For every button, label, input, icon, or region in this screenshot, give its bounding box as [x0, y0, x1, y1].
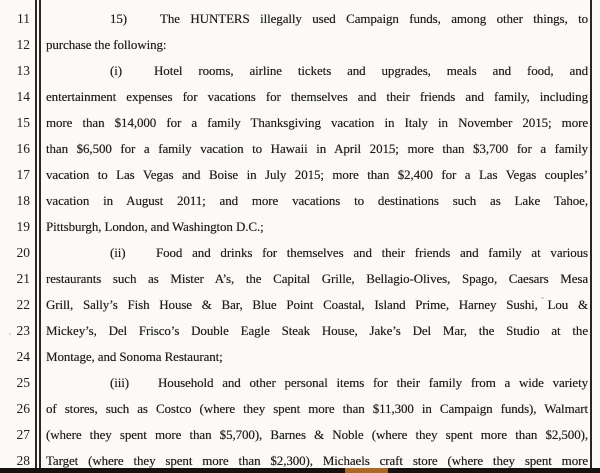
document-line — [46, 240, 588, 266]
line-text: Pittsburgh, London, and Washington D.C.; — [46, 219, 264, 234]
line-number: 26 — [16, 401, 30, 416]
line-text: vacation in August 2011; and more vacations to destinations such as Lake Tahoe, — [46, 193, 588, 208]
line-text: Montage, and Sonoma Restaurant; — [46, 349, 223, 364]
document-line — [46, 188, 588, 214]
line-number: 14 — [16, 89, 30, 104]
document-line — [46, 136, 588, 162]
document-line — [46, 162, 588, 188]
line-text: The HUNTERS illegally used Campaign funds, among other things, to — [160, 11, 588, 26]
line-text: Target (where they spent more than $2,300), Michaels craft store (where they spent more — [46, 453, 588, 468]
line-number: 15 — [16, 115, 30, 130]
line-number: 24 — [16, 349, 30, 364]
line-number: 23 — [16, 323, 30, 338]
line-text: more than $14,000 for a family Thanksgiving vacation in Italy in November 2015; more — [46, 115, 588, 130]
document-line — [46, 6, 588, 32]
document-line — [46, 266, 588, 292]
line-number: 17 — [16, 167, 30, 182]
scan-noise-dot — [541, 297, 544, 299]
document-line — [46, 318, 588, 344]
line-number-column — [0, 6, 30, 473]
document-line — [46, 214, 588, 240]
line-number: 16 — [16, 141, 30, 156]
line-number: 28 — [16, 453, 30, 468]
line-text: restaurants such as Mister A’s, the Capital Grille, Bellagio-Olives, Spago, Caesars Mesa — [46, 271, 588, 286]
subparagraph-marker: (ii) — [110, 245, 126, 260]
line-number: 21 — [16, 271, 30, 286]
line-text: Mickey’s, Del Frisco’s Double Eagle Steak House, Jake’s Del Mar, the Studio at the — [46, 323, 588, 338]
line-number: 25 — [16, 375, 30, 390]
pleading-double-rule — [35, 0, 41, 473]
line-number: 18 — [16, 193, 30, 208]
line-text: Hotel rooms, airline tickets and upgrades, meals and food, and — [154, 63, 588, 78]
document-body — [46, 6, 588, 473]
line-number: 11 — [17, 11, 30, 26]
line-number: 20 — [16, 245, 30, 260]
bottom-edge-bar — [0, 468, 600, 473]
line-number: 13 — [16, 63, 30, 78]
document-line — [46, 344, 588, 370]
line-text: (where they spent more than $5,700), Barnes & Noble (where they spent more than $2,500), — [46, 427, 588, 442]
line-text: than $6,500 for a family vacation to Hawaii in April 2015; more than $3,700 for a family — [46, 141, 588, 156]
scan-noise-dot — [388, 152, 391, 154]
line-text: entertainment expenses for vacations for themselves and their friends and family, including — [46, 89, 588, 104]
line-text: Grill, Sally’s Fish House & Bar, Blue Point Coastal, Island Prime, Harney Sushi, Lou & — [46, 297, 588, 312]
line-text: vacation to Las Vegas and Boise in July 2015; more than $2,400 for a Las Vegas couples’ — [46, 167, 588, 182]
document-line — [46, 422, 588, 448]
line-text: Food and drinks for themselves and their friends and family at various — [156, 245, 588, 260]
line-text: of stores, such as Costco (where they spent more than $11,300 in Campaign funds), Walmart — [46, 401, 588, 416]
document-line — [46, 58, 588, 84]
line-text: purchase the following: — [46, 37, 167, 52]
document-line — [46, 292, 588, 318]
line-number: 22 — [16, 297, 30, 312]
bottom-edge-accent — [345, 468, 388, 473]
document-line — [46, 84, 588, 110]
document-line — [46, 370, 588, 396]
paragraph-number: 15) — [110, 11, 128, 26]
document-line — [46, 110, 588, 136]
line-number: 19 — [16, 219, 30, 234]
scan-noise-dot — [9, 333, 11, 335]
document-line — [46, 396, 588, 422]
pleading-right-rule — [590, 0, 592, 473]
line-number: 12 — [16, 37, 30, 52]
line-number: 27 — [16, 427, 30, 442]
subparagraph-marker: (i) — [110, 63, 122, 78]
line-text: Household and other personal items for their family from a wide variety — [158, 375, 588, 390]
document-line — [46, 32, 588, 58]
subparagraph-marker: (iii) — [110, 375, 129, 390]
